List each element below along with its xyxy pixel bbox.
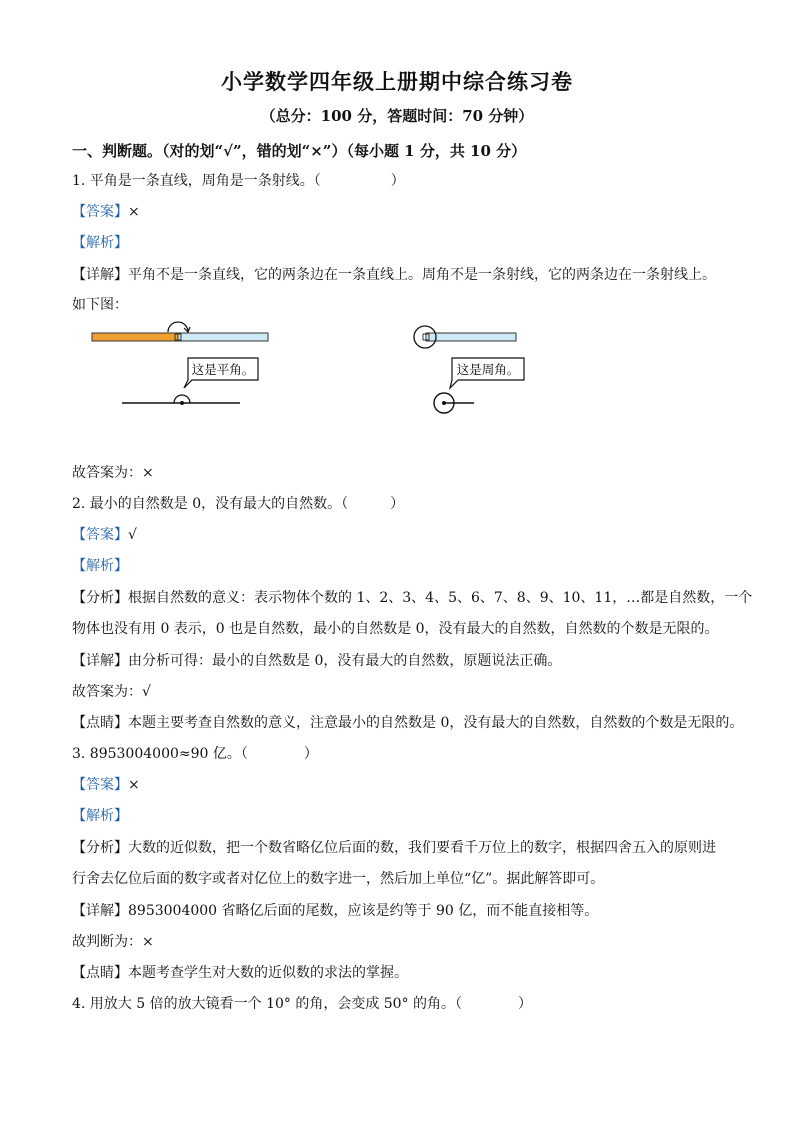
dianjing-label: 【点睛】 <box>72 715 128 731</box>
bubble-right-text: 这是周角。 <box>456 362 520 377</box>
q1-conclusion: 故答案为：× <box>72 465 154 481</box>
q2-conclusion: 故答案为：√ <box>72 684 151 700</box>
q3-fenxi-line2: 行舍去亿位后面的数字或者对亿位上的数字进一，然后加上单位“亿”。据此解答即可。 <box>72 871 605 887</box>
straight-angle-vertex <box>180 401 184 405</box>
detail-label: 【详解】 <box>72 653 128 669</box>
q2-fenxi-line2: 物体也没有用 0 表示，0 也是自然数，最小的自然数是 0，没有最大的自然数，自然数的个数是无限的。 <box>72 621 719 637</box>
answer-value: × <box>128 777 140 793</box>
orange-bar <box>92 333 178 341</box>
q2-fenxi-line1 <box>72 588 753 608</box>
question-3: 3. 8953004000≈90 亿。（ ） <box>72 746 318 762</box>
fenxi-text-1: 根据自然数的意义：表示物体个数的 1、2、3、4、5、6、7、8、9、10、11，…都是自然数，一个 <box>128 590 753 606</box>
bubble-left-text: 这是平角。 <box>191 362 255 377</box>
q2-analysis-label: 【解析】 <box>72 558 128 574</box>
detail-text: 平角不是一条直线，它的两条边在一条直线上。周角不是一条射线，它的两条边在一条射线上。 <box>128 267 716 283</box>
q2-answer <box>72 525 732 545</box>
answer-label: 【答案】 <box>72 777 128 793</box>
dianjing-label: 【点睛】 <box>72 965 128 981</box>
section-heading: 一、判断题。（对的划“√”，错的划“×”）（每小题 1 分，共 10 分） <box>72 142 527 160</box>
question-2: 2. 最小的自然数是 0，没有最大的自然数。（ ） <box>72 496 405 512</box>
straight-angle-arc-top <box>168 322 188 332</box>
q1-detail <box>72 265 732 285</box>
q1-answer <box>72 202 732 222</box>
answer-value: × <box>128 204 140 220</box>
detail-text: 8953004000 省略亿后面的尾数，应该是约等于 90 亿，而不能直接相等。 <box>128 903 599 919</box>
question-4: 4. 用放大 5 倍的放大镜看一个 10° 的角，会变成 50° 的角。（ ） <box>72 996 533 1012</box>
fenxi-label: 【分析】 <box>72 590 128 606</box>
light-blue-bar <box>178 333 268 341</box>
q3-answer <box>72 775 732 795</box>
detail-label: 【详解】 <box>72 903 128 919</box>
q2-detail <box>72 651 732 671</box>
q3-fenxi-line1 <box>72 838 732 858</box>
answer-label: 【答案】 <box>72 527 128 543</box>
q3-dianjing <box>72 963 732 983</box>
fenxi-text-1: 大数的近似数，把一个数省略亿位后面的数，我们要看千万位上的数字，根据四舍五入的原则进 <box>128 840 716 856</box>
angle-figure <box>80 316 740 426</box>
q3-conclusion: 故判断为：× <box>72 934 154 950</box>
q3-detail <box>72 901 732 921</box>
angle-diagram <box>80 316 740 426</box>
page-title: 小学数学四年级上册期中综合练习卷 <box>221 69 573 94</box>
dianjing-text: 本题主要考查自然数的意义，注意最小的自然数是 0，没有最大的自然数，自然数的个数是无限的。 <box>128 715 744 731</box>
q3-analysis-label: 【解析】 <box>72 808 128 824</box>
detail-text: 由分析可得：最小的自然数是 0，没有最大的自然数，原题说法正确。 <box>128 653 562 669</box>
answer-value: √ <box>128 527 137 543</box>
q1-figure-intro: 如下图： <box>72 297 128 313</box>
dianjing-text: 本题考查学生对大数的近似数的求法的掌握。 <box>128 965 408 981</box>
detail-label: 【详解】 <box>72 267 128 283</box>
answer-label: 【答案】 <box>72 204 128 220</box>
fenxi-label: 【分析】 <box>72 840 128 856</box>
q2-dianjing <box>72 713 744 733</box>
q1-analysis-label: 【解析】 <box>72 235 128 251</box>
question-1: 1. 平角是一条直线，周角是一条射线。（ ） <box>72 173 405 189</box>
light-blue-bar-right <box>426 333 516 341</box>
full-angle-vertex <box>442 401 446 405</box>
page-subtitle: （总分：100 分，答题时间：70 分钟） <box>260 107 534 125</box>
